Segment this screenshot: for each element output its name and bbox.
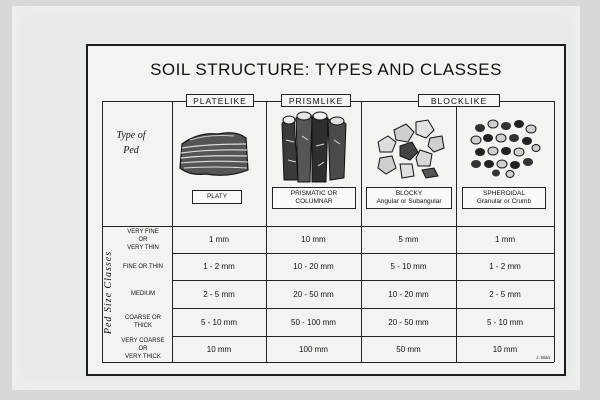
table-cell: 10 mm (492, 344, 518, 354)
size-class-label-fine: FINE OR THIN (123, 263, 163, 270)
table-cell: 2 - 5 mm (203, 289, 235, 299)
table-cell: 100 mm (299, 344, 328, 354)
table-cell: 20 - 50 mm (293, 289, 334, 299)
ped-size-classes-header: Ped Size Classes (103, 250, 115, 334)
table-cell: 10 mm (206, 344, 232, 354)
type-of-ped-header: Type of Ped (116, 130, 146, 156)
table-cell: 5 mm (398, 235, 419, 244)
ped-type-label-prismatic: PRISMATIC OR COLUMNAR (272, 187, 356, 209)
table-cell: 1 mm (495, 235, 515, 244)
chart-title: SOIL STRUCTURE: TYPES AND CLASSES (150, 60, 502, 79)
table-cell: 2 - 5 mm (489, 289, 521, 299)
spheroidal-ped-illustration (468, 116, 542, 178)
table-cell: 20 - 50 mm (388, 317, 429, 327)
table-cell: 10 - 20 mm (293, 262, 334, 271)
table-cell: 5 - 10 mm (200, 317, 237, 327)
table-cell: 1 - 2 mm (203, 262, 235, 271)
soil-structure-chart (86, 44, 566, 376)
table-cell: 10 mm (301, 235, 326, 244)
size-class-label-very-fine: VERY FINE OR VERY THIN (127, 228, 159, 251)
size-class-label-very-coarse: VERY COARSE OR VERY THICK (121, 338, 165, 360)
size-class-label-coarse: COARSE OR THICK (124, 315, 161, 329)
ped-type-label-spheroidal: SPHEROIDAL Granular or Crumb (462, 187, 546, 209)
table-cell: 5 - 10 mm (486, 317, 523, 327)
slide-frame (12, 6, 580, 390)
platy-ped-illustration (176, 122, 254, 182)
group-header-prismlike: PRISMLIKE (281, 94, 351, 107)
table-cell: 10 - 20 mm (388, 289, 429, 299)
grid-line (554, 101, 555, 362)
table-cell: 1 - 2 mm (489, 262, 521, 271)
group-header-platelike: PLATELIKE (186, 94, 254, 107)
table-cell: 50 mm (396, 344, 421, 354)
table-cell: 50 - 100 mm (291, 317, 336, 327)
grid-line (102, 362, 554, 363)
size-class-label-medium: MEDIUM (130, 291, 156, 297)
author-credit: J. Bian (536, 355, 550, 360)
prismatic-ped-illustration (276, 110, 352, 184)
ped-type-label-platy: PLATY (192, 190, 242, 204)
blocky-ped-illustration (374, 116, 446, 180)
table-cell: 1 mm (209, 235, 229, 244)
group-header-blocklike: BLOCKLIKE (418, 94, 500, 107)
table-cell: 5 - 10 mm (390, 262, 427, 271)
ped-type-label-blocky: BLOCKY Angular or Subangular (366, 187, 452, 209)
